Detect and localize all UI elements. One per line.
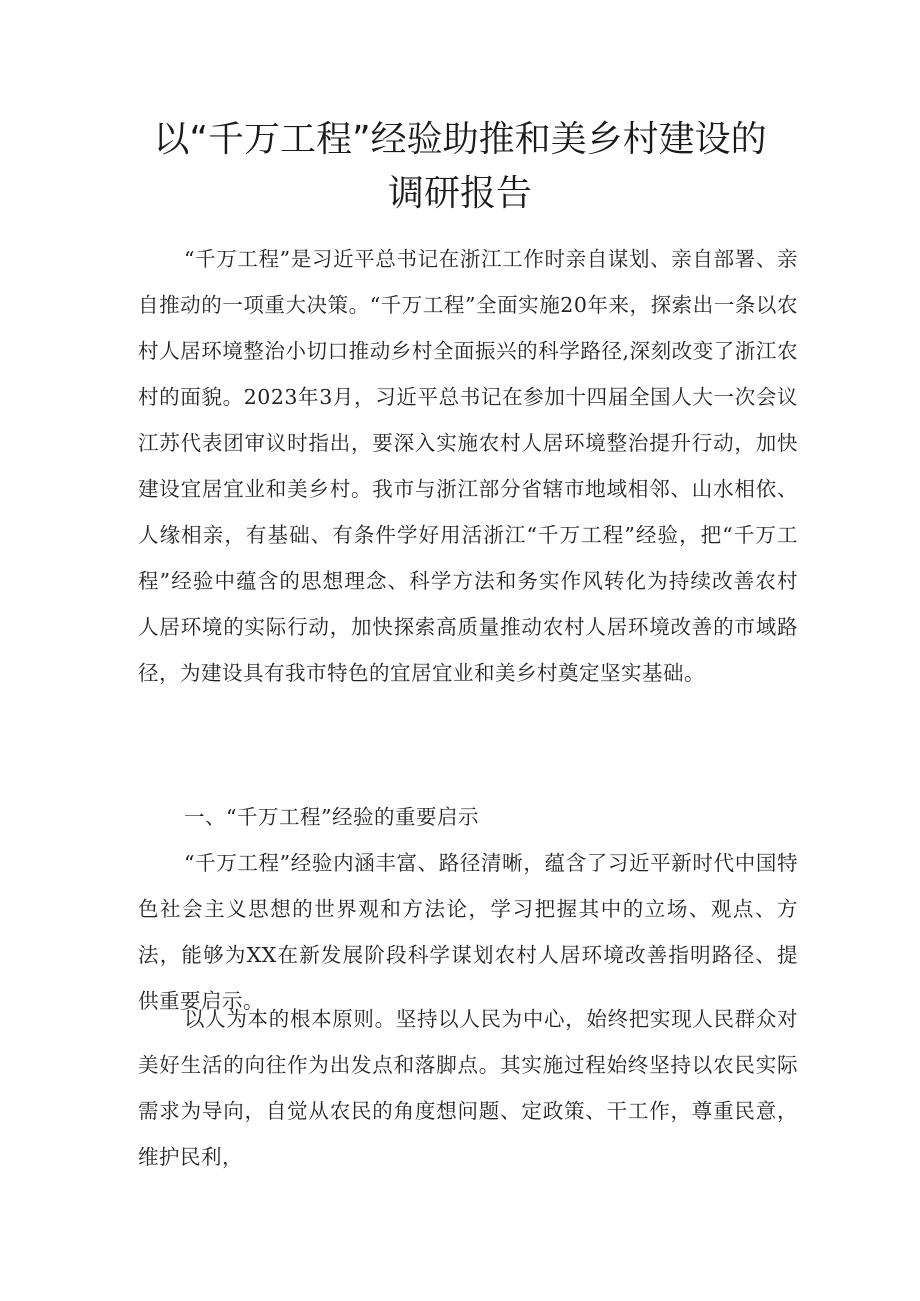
document-title-line-1: 以“千万工程”经验助推和美乡村建设的 (153, 119, 767, 160)
section-1-paragraph-1: “千万工程”经验内涵丰富、路径清晰，蕴含了习近平新时代中国特色社会主义思想的世界观和方法论，学习把握其中的立场、观点、方法，能够为XX在新发展阶段科学谋划农村人居环境改善指明路径、提供重要启示。 (138, 851, 798, 1013)
section-1-paragraph-2: 以人为本的根本原则。坚持以人民为中心，始终把实现人民群众对美好生活的向往作为出发点和落脚点。其实施过程始终坚持以农民实际需求为导向，自觉从农民的角度想问题、定政策、干工作，尊重民意，维护民利， (138, 1007, 798, 1169)
intro-paragraph: “千万工程”是习近平总书记在浙江工作时亲自谋划、亲自部署、亲自推动的一项重大决策。“千万工程”全面实施20年来，探索出一条以农村人居环境整治小切口推动乡村全面振兴的科学路径,深刻改变了浙江农村的面貌。2023年3月，习近平总书记在参加十四届全国人大一次会议江苏代表团审议时指出，要深入实施农村人居环境整治提升行动，加快建设宜居宜业和美乡村。我市与浙江部分省辖市地域相邻、山水相依、人缘相亲，有基础、有条件学好用活浙江“千万工程”经验，把“千万工程”经验中蕴含的思想理念、科学方法和务实作风转化为持续改善农村人居环境的实际行动，加快探索高质量推动农村人居环境改善的市域路径，为建设具有我市特色的宜居宜业和美乡村奠定坚实基础。 (138, 247, 798, 685)
document-title-line-2: 调研报告 (387, 173, 532, 214)
section-heading-1: 一、“千万工程”经验的重要启示 (184, 805, 479, 829)
